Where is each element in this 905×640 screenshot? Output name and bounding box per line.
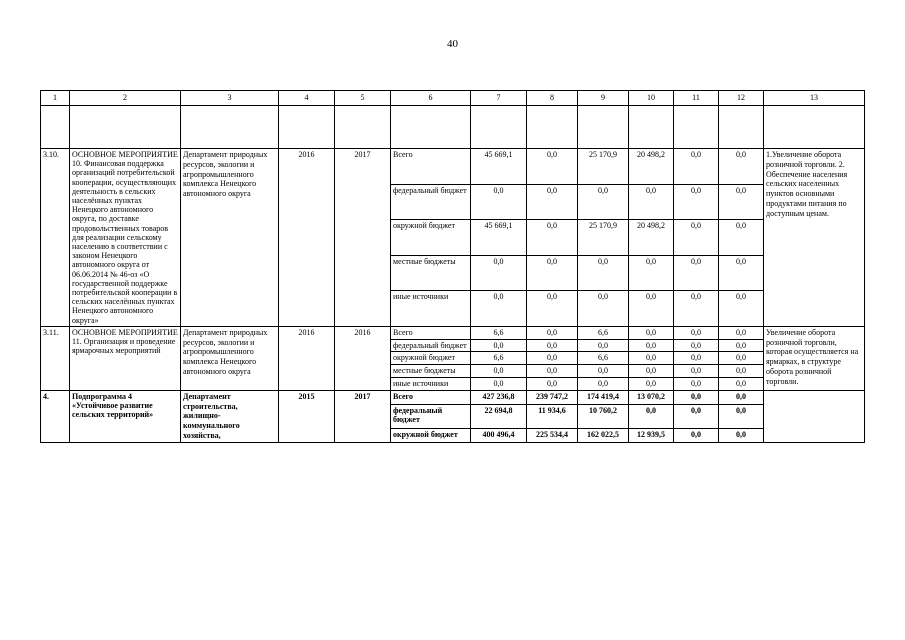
amount-cell: 0,0 (674, 255, 719, 291)
amount-cell: 0,0 (674, 220, 719, 256)
start-year: 2016 (279, 326, 335, 390)
end-year: 2016 (335, 326, 391, 390)
amount-cell: 0,0 (719, 352, 764, 365)
amount-cell: 427 236,8 (471, 390, 527, 404)
amount-cell: 0,0 (471, 378, 527, 391)
column-number: 2 (70, 91, 181, 106)
amount-cell: 0,0 (527, 339, 578, 352)
amount-cell: 6,6 (578, 326, 629, 339)
executor: Департамент строительства, жилищно-коммунального хозяйства, (181, 390, 279, 442)
column-number: 13 (764, 91, 865, 106)
amount-cell: 0,0 (719, 220, 764, 256)
amount-cell: 0,0 (527, 352, 578, 365)
expected-result (764, 390, 865, 442)
start-year: 2016 (279, 149, 335, 327)
amount-cell: 0,0 (719, 390, 764, 404)
column-number: 4 (279, 91, 335, 106)
amount-cell: 0,0 (674, 378, 719, 391)
amount-cell: 0,0 (578, 291, 629, 327)
funding-source: окружной бюджет (391, 429, 471, 443)
event-number: 3.11. (41, 326, 70, 390)
amount-cell: 0,0 (527, 255, 578, 291)
executor: Департамент природных ресурсов, экологии и агропромышленного комплекса Ненецкого автономного округа (181, 149, 279, 327)
amount-cell: 45 669,1 (471, 149, 527, 185)
funding-source: окружной бюджет (391, 352, 471, 365)
amount-cell: 0,0 (629, 291, 674, 327)
funding-source: федеральный бюджет (391, 184, 471, 220)
amount-cell: 0,0 (629, 339, 674, 352)
amount-cell: 0,0 (719, 378, 764, 391)
amount-cell: 0,0 (629, 184, 674, 220)
event-number: 3.10. (41, 149, 70, 327)
column-number: 6 (391, 91, 471, 106)
amount-cell: 10 760,2 (578, 404, 629, 428)
amount-cell: 0,0 (674, 326, 719, 339)
column-number: 10 (629, 91, 674, 106)
funding-source: иные источники (391, 291, 471, 327)
amount-cell: 225 534,4 (527, 429, 578, 443)
amount-cell: 0,0 (578, 378, 629, 391)
funding-source: Всего (391, 326, 471, 339)
amount-cell: 20 498,2 (629, 220, 674, 256)
event-name: ОСНОВНОЕ МЕРОПРИЯТИЕ 11. Организация и проведение ярмарочных мероприятий (70, 326, 181, 390)
amount-cell: 0,0 (527, 220, 578, 256)
funding-source: окружной бюджет (391, 220, 471, 256)
amount-cell: 162 022,5 (578, 429, 629, 443)
amount-cell: 6,6 (471, 352, 527, 365)
funding-source: Всего (391, 390, 471, 404)
amount-cell: 0,0 (674, 149, 719, 185)
amount-cell: 0,0 (674, 365, 719, 378)
end-year: 2017 (335, 390, 391, 442)
amount-cell: 0,0 (719, 184, 764, 220)
amount-cell: 174 419,4 (578, 390, 629, 404)
amount-cell: 0,0 (578, 184, 629, 220)
amount-cell: 0,0 (719, 326, 764, 339)
column-number: 3 (181, 91, 279, 106)
amount-cell: 0,0 (527, 149, 578, 185)
amount-cell: 0,0 (674, 404, 719, 428)
amount-cell: 0,0 (578, 255, 629, 291)
amount-cell: 0,0 (527, 326, 578, 339)
event-number: 4. (41, 390, 70, 442)
amount-cell: 0,0 (719, 149, 764, 185)
funding-source: местные бюджеты (391, 365, 471, 378)
amount-cell: 0,0 (471, 255, 527, 291)
amount-cell: 0,0 (719, 365, 764, 378)
expected-result: Увеличение оборота розничной торговли, которая осуществляется на ярмарках, в структуре оборота розничной торговли. (764, 326, 865, 390)
amount-cell: 0,0 (674, 429, 719, 443)
amount-cell: 12 939,5 (629, 429, 674, 443)
empty-row (41, 106, 865, 149)
expected-result: 1.Увеличение оборота розничной торговли. 2. Обеспечение населения сельских населенных пунктов основными продуктами питания по доступным ценам. (764, 149, 865, 327)
funding-source: федеральный бюджет (391, 339, 471, 352)
amount-cell: 22 694,8 (471, 404, 527, 428)
amount-cell: 0,0 (629, 326, 674, 339)
amount-cell: 0,0 (629, 255, 674, 291)
amount-cell: 0,0 (629, 404, 674, 428)
funding-source: местные бюджеты (391, 255, 471, 291)
amount-cell: 0,0 (719, 339, 764, 352)
page-number: 40 (447, 38, 458, 50)
amount-cell: 0,0 (719, 429, 764, 443)
amount-cell: 0,0 (719, 255, 764, 291)
amount-cell: 0,0 (527, 184, 578, 220)
amount-cell: 6,6 (471, 326, 527, 339)
funding-source: иные источники (391, 378, 471, 391)
executor: Департамент природных ресурсов, экологии и агропромышленного комплекса Ненецкого автономного округа (181, 326, 279, 390)
amount-cell: 0,0 (629, 365, 674, 378)
amount-cell: 0,0 (629, 352, 674, 365)
column-number: 9 (578, 91, 629, 106)
amount-cell: 400 496,4 (471, 429, 527, 443)
event-name: Подпрограмма 4 «Устойчивое развитие сельских территорий» (70, 390, 181, 442)
end-year: 2017 (335, 149, 391, 327)
amount-cell: 25 170,9 (578, 149, 629, 185)
amount-cell: 0,0 (719, 291, 764, 327)
column-number: 12 (719, 91, 764, 106)
column-number: 11 (674, 91, 719, 106)
column-number: 8 (527, 91, 578, 106)
amount-cell: 0,0 (674, 339, 719, 352)
amount-cell: 0,0 (578, 365, 629, 378)
amount-cell: 0,0 (527, 378, 578, 391)
column-number: 1 (41, 91, 70, 106)
amount-cell: 0,0 (578, 339, 629, 352)
amount-cell: 0,0 (471, 339, 527, 352)
column-number-row (41, 91, 865, 106)
amount-cell: 0,0 (719, 404, 764, 428)
funding-source: Всего (391, 149, 471, 185)
program-table (40, 90, 865, 443)
column-number: 7 (471, 91, 527, 106)
amount-cell: 0,0 (629, 378, 674, 391)
amount-cell: 0,0 (527, 365, 578, 378)
amount-cell: 0,0 (527, 291, 578, 327)
funding-row (41, 326, 865, 339)
amount-cell: 0,0 (471, 291, 527, 327)
amount-cell: 0,0 (674, 390, 719, 404)
start-year: 2015 (279, 390, 335, 442)
amount-cell: 0,0 (674, 352, 719, 365)
amount-cell: 0,0 (674, 184, 719, 220)
amount-cell: 6,6 (578, 352, 629, 365)
amount-cell: 0,0 (471, 365, 527, 378)
amount-cell: 0,0 (674, 291, 719, 327)
funding-source: федеральный бюджет (391, 404, 471, 428)
amount-cell: 11 934,6 (527, 404, 578, 428)
funding-row (41, 149, 865, 185)
amount-cell: 45 669,1 (471, 220, 527, 256)
amount-cell: 13 070,2 (629, 390, 674, 404)
amount-cell: 0,0 (471, 184, 527, 220)
column-number: 5 (335, 91, 391, 106)
funding-row (41, 390, 865, 404)
amount-cell: 25 170,9 (578, 220, 629, 256)
amount-cell: 239 747,2 (527, 390, 578, 404)
event-name: ОСНОВНОЕ МЕРОПРИЯТИЕ 10. Финансовая поддержка организаций потребительской кооперации, осуществляющих деятельность в сельских населённых пунктах Ненецкого автономного округа, по доставке продовольственных товаров для реализации сельскому населению в соответствии с законом Ненецкого автономного округа от 06.06.2014 № 46-оз «О государственной поддержке потребительской кооперации в сельских населённых пунктах Ненецкого автономного округа» (70, 149, 181, 327)
amount-cell: 20 498,2 (629, 149, 674, 185)
